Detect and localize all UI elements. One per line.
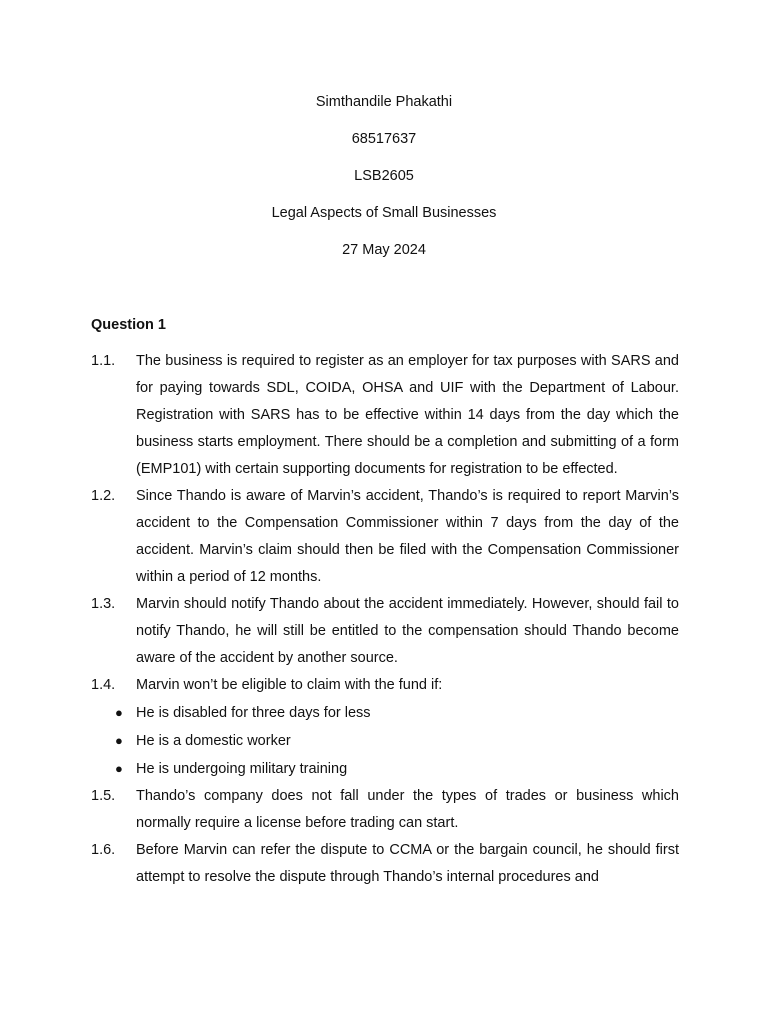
answer-number: 1.3. [91, 596, 116, 612]
bullet-item [91, 699, 679, 727]
title-block [0, 90, 768, 275]
answer-item [91, 348, 679, 483]
bullet-text: He is a domestic worker [136, 733, 291, 749]
answer-text: Thando’s company does not fall under the types of trades or business which normally require a license before trading can start. [136, 788, 679, 831]
bullet-text: He is disabled for three days for less [136, 705, 371, 721]
bullet-text: He is undergoing military training [136, 761, 348, 777]
author-name: Simthandile Phakathi [315, 94, 453, 110]
answer-text: The business is required to register as an employer for tax purposes with SARS and for paying towards SDL, COIDA, OHSA and UIF with the Department of Labour. Registration with SARS has to be effective within 14 days from the day which the business starts employment. There should be a completion and submitting of a form (EMP101) with certain supporting documents for registration to be effected. [136, 353, 679, 477]
answer-list [91, 348, 679, 891]
answer-text: Before Marvin can refer the dispute to CCMA or the bargain council, he should first attempt to resolve the dispute through Thando’s internal procedures and [136, 842, 679, 885]
answer-number: 1.5. [91, 788, 116, 804]
bullet-item [91, 755, 679, 783]
student-number: 68517637 [351, 131, 417, 147]
bullet-icon: ● [115, 733, 123, 748]
answer-item [91, 591, 679, 672]
module-code: LSB2605 [354, 168, 414, 184]
answer-text: Marvin should notify Thando about the accident immediately. However, should fail to notify Thando, he will still be entitled to the compensation should Thando become aware of the accident by another source. [136, 596, 679, 666]
bullet-item [91, 727, 679, 755]
submission-date: 27 May 2024 [342, 242, 426, 258]
answer-item [91, 783, 679, 837]
answer-number: 1.6. [91, 842, 116, 858]
question-heading: Question 1 [91, 317, 166, 333]
answer-item [91, 483, 679, 591]
bullet-icon: ● [115, 761, 123, 776]
answer-text: Marvin won’t be eligible to claim with the fund if: [136, 677, 443, 693]
answer-item [91, 837, 679, 891]
answer-text: Since Thando is aware of Marvin’s accident, Thando’s is required to report Marvin’s accident to the Compensation Commissioner within 7 days from the day of the accident. Marvin’s claim should then be filed with the Compensation Commissioner within a period of 12 months. [136, 488, 679, 585]
answer-number: 1.1. [91, 353, 116, 369]
answer-item [91, 672, 679, 699]
bullet-list [91, 699, 679, 783]
answer-number: 1.4. [91, 677, 116, 693]
module-title: Legal Aspects of Small Businesses [271, 205, 497, 221]
bullet-icon: ● [115, 705, 123, 720]
answer-number: 1.2. [91, 488, 116, 504]
